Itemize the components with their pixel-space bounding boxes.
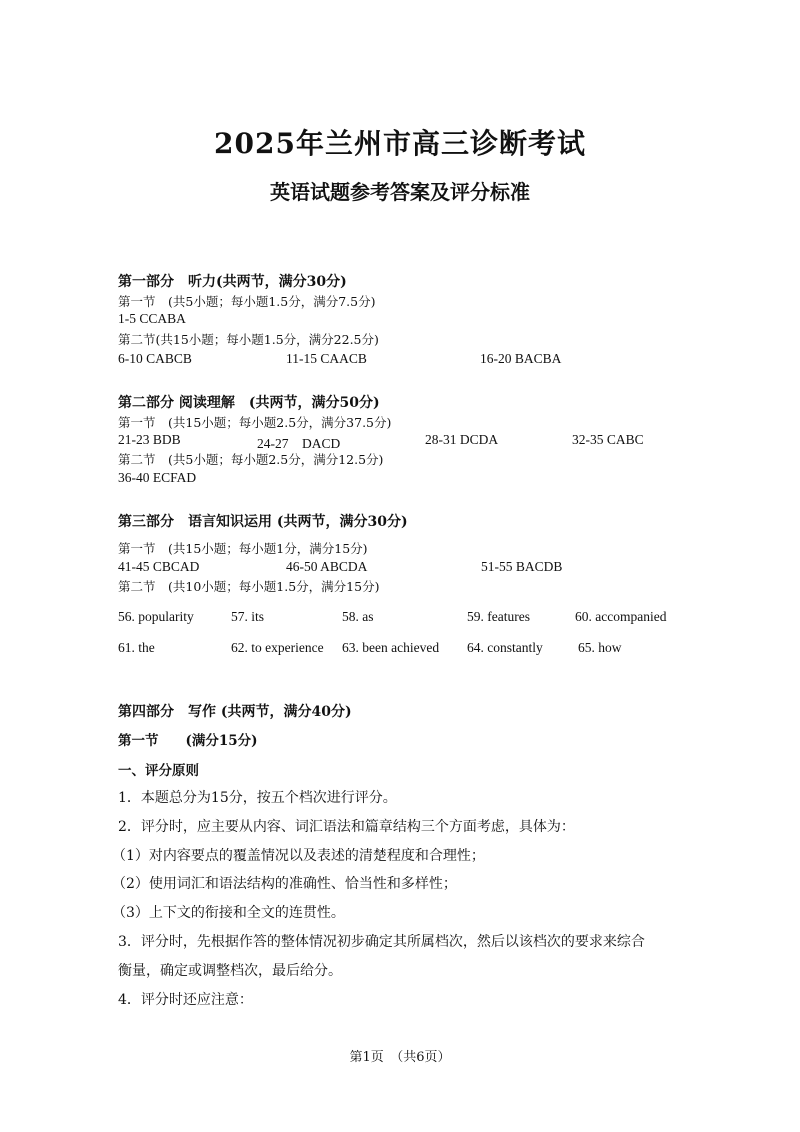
grammar-answer: 59. features	[467, 609, 530, 624]
part2-section1: 第一节 (共15小题；每小题2.5分，满分37.5分)	[118, 415, 392, 430]
grammar-answer: 65. how	[578, 640, 622, 655]
part2-heading: 第二部分 阅读理解 (共两节，满分50分)	[118, 395, 380, 411]
body-line: 3．评分时，先根据作答的整体情况初步确定其所属档次，然后以该档次的要求来综合	[118, 934, 645, 950]
part3-heading: 第三部分 语言知识运用 (共两节，满分30分)	[118, 514, 408, 530]
grammar-answer: 58. as	[342, 609, 374, 624]
grammar-answer: 61. the	[118, 640, 155, 655]
part3-answer: 46-50 ABCDA	[286, 559, 368, 574]
part2-answer: 32-35 CABC	[572, 432, 644, 447]
part2-answer: 36-40 ECFAD	[118, 470, 197, 485]
body-line: 1．本题总分为15分，按五个档次进行评分。	[118, 790, 397, 806]
grammar-answer: 64. constantly	[467, 640, 543, 655]
part1-answer: 6-10 CABCB	[118, 351, 192, 366]
page-footer: 第1页 （共6页）	[349, 1050, 451, 1065]
body-line: （2）使用词汇和语法结构的准确性、恰当性和多样性；	[112, 876, 457, 892]
part2-answer: 28-31 DCDA	[425, 432, 499, 447]
part2-answer: 21-23 BDB	[118, 432, 181, 447]
part1-answer: 16-20 BACBA	[480, 351, 562, 366]
part3-section2: 第二节 (共10小题；每小题1.5分，满分15分)	[118, 579, 380, 594]
grammar-answer: 62. to experience	[231, 640, 324, 655]
part1-section2: 第二节(共15小题；每小题1.5分，满分22.5分)	[118, 332, 379, 347]
part3-answer: 51-55 BACDB	[481, 559, 563, 574]
body-line: （1）对内容要点的覆盖情况以及表述的清楚程度和合理性；	[112, 848, 485, 864]
page-title: 2025年兰州市高三诊断考试	[214, 127, 586, 160]
body-line: 衡量，确定或调整档次，最后给分。	[118, 963, 342, 979]
part2-section2: 第二节 (共5小题；每小题2.5分，满分12.5分)	[118, 452, 384, 467]
part3-section1: 第一节 (共15小题；每小题1分，满分15分)	[118, 541, 368, 556]
part4-heading: 第四部分 写作 (共两节，满分40分)	[118, 704, 352, 720]
part3-answer: 41-45 CBCAD	[118, 559, 200, 574]
part1-section1: 第一节 (共5小题；每小题1.5分，满分7.5分)	[118, 294, 376, 309]
part1-answer: 1-5 CCABA	[118, 311, 186, 326]
body-line: 2．评分时，应主要从内容、词汇语法和篇章结构三个方面考虑，具体为：	[118, 819, 575, 835]
body-line: （3）上下文的衔接和全文的连贯性。	[112, 905, 345, 921]
part4-section1: 第一节 (满分15分)	[118, 733, 258, 749]
grammar-answer: 60. accompanied	[575, 609, 667, 624]
part1-answer: 11-15 CAACB	[286, 351, 367, 366]
principle-heading: 一、评分原则	[118, 763, 199, 779]
body-line: 4．评分时还应注意：	[118, 992, 253, 1008]
part1-heading: 第一部分 听力(共两节，满分30分)	[118, 274, 347, 290]
grammar-answer: 57. its	[231, 609, 265, 624]
part2-answer: 24-27 DACD	[257, 436, 341, 451]
page-subtitle: 英语试题参考答案及评分标准	[270, 180, 530, 204]
grammar-answer: 63. been achieved	[342, 640, 440, 655]
grammar-answer: 56. popularity	[118, 609, 194, 624]
